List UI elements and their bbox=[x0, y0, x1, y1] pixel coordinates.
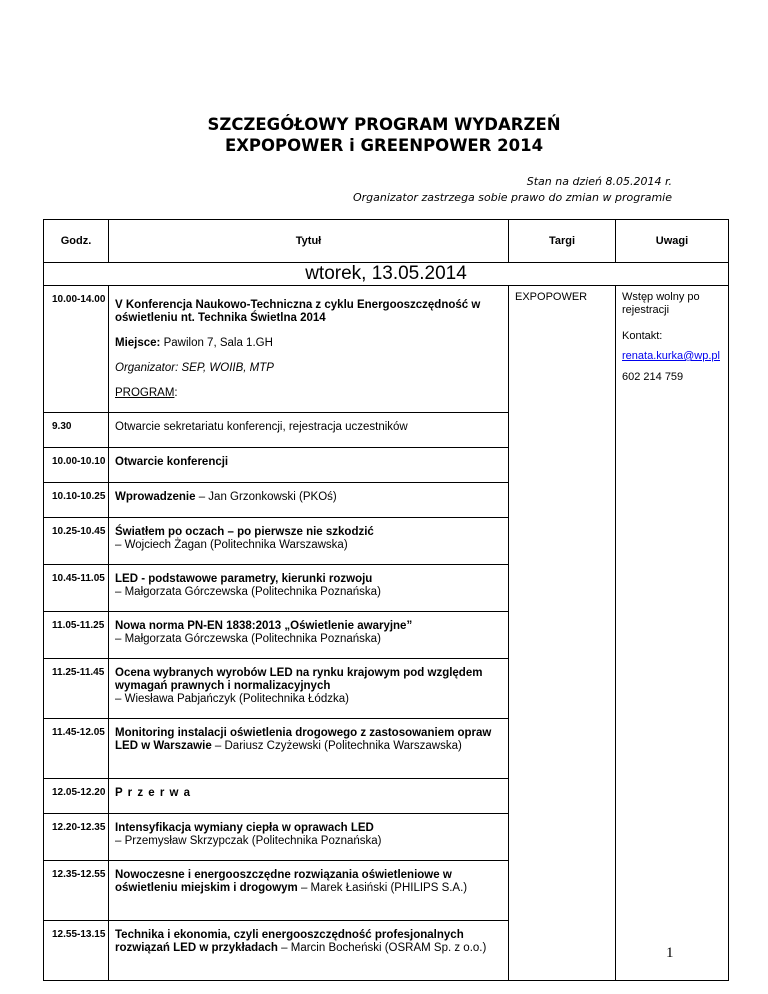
col-header-fair: Targi bbox=[509, 220, 616, 263]
row-title bbox=[109, 518, 509, 565]
row-title-bold: Wprowadzenie bbox=[115, 491, 196, 503]
row-title-rest: – Marcin Bocheński (OSRAM Sp. z o.o.) bbox=[277, 942, 487, 954]
event-row bbox=[44, 286, 729, 413]
row-time: 11.45-12.05 bbox=[44, 719, 109, 779]
page-title bbox=[0, 114, 768, 156]
page-number: 1 bbox=[666, 945, 674, 961]
row-time: 10.00-10.10 bbox=[44, 448, 109, 483]
row-title bbox=[109, 814, 509, 861]
table-header-row bbox=[44, 220, 729, 263]
row-title-rest: Otwarcie sekretariatu konferencji, rejestracja uczestników bbox=[115, 421, 408, 433]
row-title-rest: – Jan Grzonkowski (PKOś) bbox=[195, 491, 337, 503]
row-title bbox=[109, 779, 509, 814]
row-time: 10.45-11.05 bbox=[44, 565, 109, 612]
row-time: 10.10-10.25 bbox=[44, 483, 109, 518]
row-title bbox=[109, 861, 509, 921]
event-place bbox=[115, 337, 502, 350]
row-time: 12.20-12.35 bbox=[44, 814, 109, 861]
row-title-rest: – Wojciech Żagan (Politechnika Warszawska) bbox=[115, 539, 348, 551]
title-line-2: EXPOPOWER i GREENPOWER 2014 bbox=[224, 136, 544, 155]
title-line-1: SZCZEGÓŁOWY PROGRAM WYDARZEŃ bbox=[207, 115, 561, 134]
event-place-label: Miejsce: bbox=[115, 337, 161, 349]
note-contact: Kontakt: bbox=[622, 330, 663, 342]
col-header-notes: Uwagi bbox=[616, 220, 729, 263]
row-title-bold: Intensyfikacja wymiany ciepła w oprawach LED bbox=[115, 822, 374, 834]
event-place-value: Pawilon 7, Sala 1.GH bbox=[163, 337, 273, 349]
col-header-title: Tytuł bbox=[109, 220, 509, 263]
row-title bbox=[109, 719, 509, 779]
program-table bbox=[43, 219, 729, 981]
day-row bbox=[44, 263, 729, 286]
row-title-rest: – Dariusz Czyżewski (Politechnika Warszawska) bbox=[211, 740, 462, 752]
row-title bbox=[109, 612, 509, 659]
contact-email-link[interactable]: renata.kurka@wp.pl bbox=[622, 350, 720, 362]
row-time: 12.55-13.15 bbox=[44, 921, 109, 981]
row-title-rest: – Marek Łasiński (PHILIPS S.A.) bbox=[297, 882, 468, 894]
event-time: 10.00-14.00 bbox=[44, 286, 109, 413]
row-title-bold: Technika i ekonomia, czyli energooszczędność profesjonalnych rozwiązań LED w przykładach bbox=[115, 929, 464, 954]
row-title bbox=[109, 483, 509, 518]
note-registration: Wstęp wolny po rejestracji bbox=[622, 291, 700, 316]
row-title bbox=[109, 659, 509, 719]
row-title-bold: Monitoring instalacji oświetlenia drogowego z zastosowaniem opraw LED w Warszawie bbox=[115, 727, 492, 752]
row-title-rest: – Małgorzata Górczewska (Politechnika Poznańska) bbox=[115, 586, 381, 598]
row-time: 12.35-12.55 bbox=[44, 861, 109, 921]
row-title bbox=[109, 413, 509, 448]
day-label: wtorek, 13.05.2014 bbox=[44, 263, 729, 286]
row-time: 9.30 bbox=[44, 413, 109, 448]
row-title bbox=[109, 448, 509, 483]
event-title: V Konferencja Naukowo-Techniczna z cyklu Energooszczędność w oświetleniu nt. Technika Świetlna 2014 bbox=[115, 299, 481, 324]
row-title-bold: Otwarcie konferencji bbox=[115, 456, 229, 468]
col-header-time: Godz. bbox=[44, 220, 109, 263]
contact-phone: 602 214 759 bbox=[622, 371, 684, 383]
row-title-rest: – Wiesława Pabjańczyk (Politechnika Łódzka) bbox=[115, 693, 349, 705]
row-title-bold: LED - podstawowe parametry, kierunki rozwoju bbox=[115, 573, 373, 585]
status-disclaimer: Organizator zastrzega sobie prawo do zmian w programie bbox=[352, 191, 672, 204]
event-program-label bbox=[115, 387, 502, 400]
row-time: 11.25-11.45 bbox=[44, 659, 109, 719]
event-program-colon: : bbox=[174, 387, 178, 399]
status-date: Stan na dzień 8.05.2014 r. bbox=[526, 175, 672, 188]
row-title-bold: Ocena wybranych wyrobów LED na rynku krajowym pod względem wymagań prawnych i normalizacyjnych bbox=[115, 667, 483, 692]
row-title-bold: Nowoczesne i energooszczędne rozwiązania oświetleniowe w oświetleniu miejskim i drogowym bbox=[115, 869, 452, 894]
row-title-rest: – Małgorzata Górczewska (Politechnika Poznańska) bbox=[115, 633, 381, 645]
event-description bbox=[109, 286, 509, 413]
row-time: 10.25-10.45 bbox=[44, 518, 109, 565]
row-title bbox=[109, 565, 509, 612]
event-organizer: Organizator: SEP, WOIIB, MTP bbox=[115, 362, 274, 374]
event-fair: EXPOPOWER bbox=[509, 286, 616, 981]
row-title-bold: P r z e r w a bbox=[115, 787, 192, 799]
row-time: 12.05-12.20 bbox=[44, 779, 109, 814]
event-program-word: PROGRAM bbox=[115, 387, 175, 399]
row-title-rest: – Przemysław Skrzypczak (Politechnika Poznańska) bbox=[115, 835, 382, 847]
row-title-bold: Nowa norma PN-EN 1838:2013 „Oświetlenie awaryjne” bbox=[115, 620, 413, 632]
row-title bbox=[109, 921, 509, 981]
row-title-bold: Światłem po oczach – po pierwsze nie szkodzić bbox=[115, 526, 374, 538]
event-notes bbox=[616, 286, 729, 981]
row-time: 11.05-11.25 bbox=[44, 612, 109, 659]
